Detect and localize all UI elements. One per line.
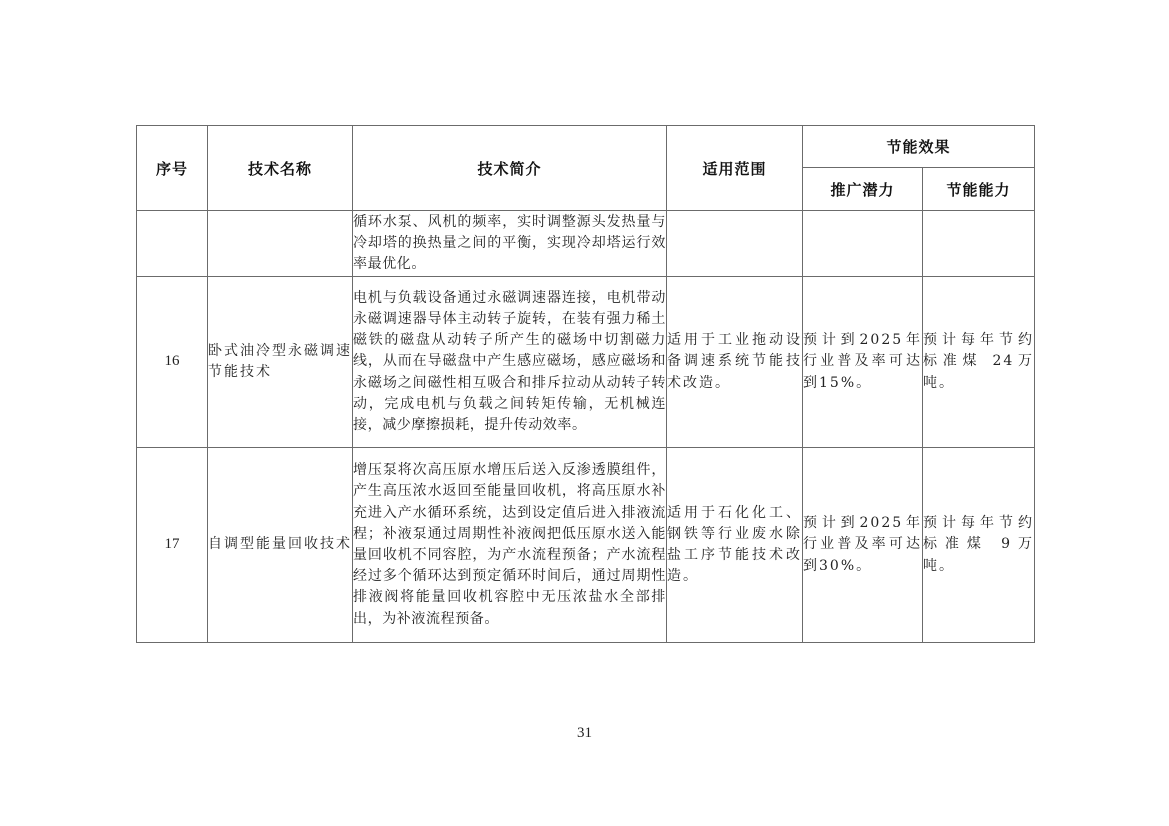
energy-saving-technology-table	[136, 125, 1035, 643]
cell-saving-capacity: 预计每年节约标准煤 24万吨。	[923, 277, 1035, 448]
header-seq: 序号	[137, 126, 208, 211]
table-row	[137, 211, 1035, 277]
cell-seq	[137, 211, 208, 277]
cell-scope: 适用于石化化工、钢铁等行业废水除盐工序节能技术改造。	[667, 448, 803, 643]
header-saving-capacity: 节能能力	[923, 168, 1035, 211]
cell-tech-name: 自调型能量回收技术	[208, 448, 353, 643]
cell-tech-name: 卧式油冷型永磁调速节能技术	[208, 277, 353, 448]
cell-seq: 17	[137, 448, 208, 643]
cell-tech-intro: 增压泵将次高压原水增压后送入反渗透膜组件，产生高压浓水返回至能量回收机，将高压原水补充进入产水循环系统，达到设定值后进入排液流程；补液泵通过周期性补液阀把低压原水送入能量回收机不同容腔，为产水流程预备；产水流程经过多个循环达到预定循环时间后，通过周期性排液阀将能量回收机容腔中无压浓盐水全部排出，为补液流程预备。	[353, 448, 667, 643]
cell-tech-intro: 电机与负载设备通过永磁调速器连接，电机带动永磁调速器导体主动转子旋转，在装有强力稀土磁铁的磁盘从动转子所产生的磁场中切割磁力线，从而在导磁盘中产生感应磁场，感应磁场和永磁场之间磁性相互吸合和排斥拉动从动转子转动，完成电机与负载之间转矩传输，无机械连接，减少摩擦损耗，提升传动效率。	[353, 277, 667, 448]
header-scope: 适用范围	[667, 126, 803, 211]
cell-tech-name	[208, 211, 353, 277]
table-row	[137, 277, 1035, 448]
cell-saving-capacity	[923, 211, 1035, 277]
page-number: 31	[577, 725, 592, 741]
cell-promotion-potential: 预计到2025年行业普及率可达到30%。	[803, 448, 923, 643]
table-header	[137, 126, 1035, 211]
table-row	[137, 448, 1035, 643]
header-promotion-potential: 推广潜力	[803, 168, 923, 211]
cell-promotion-potential	[803, 211, 923, 277]
header-tech-name: 技术名称	[208, 126, 353, 211]
header-tech-intro: 技术简介	[353, 126, 667, 211]
cell-scope: 适用于工业拖动设备调速系统节能技术改造。	[667, 277, 803, 448]
cell-tech-intro: 循环水泵、风机的频率，实时调整源头发热量与冷却塔的换热量之间的平衡，实现冷却塔运行效率最优化。	[353, 211, 667, 277]
table-body	[137, 211, 1035, 643]
header-energy-effect: 节能效果	[803, 126, 1035, 168]
cell-saving-capacity: 预计每年节约标准煤 9万吨。	[923, 448, 1035, 643]
cell-scope	[667, 211, 803, 277]
cell-promotion-potential: 预计到2025年行业普及率可达到15%。	[803, 277, 923, 448]
cell-seq: 16	[137, 277, 208, 448]
